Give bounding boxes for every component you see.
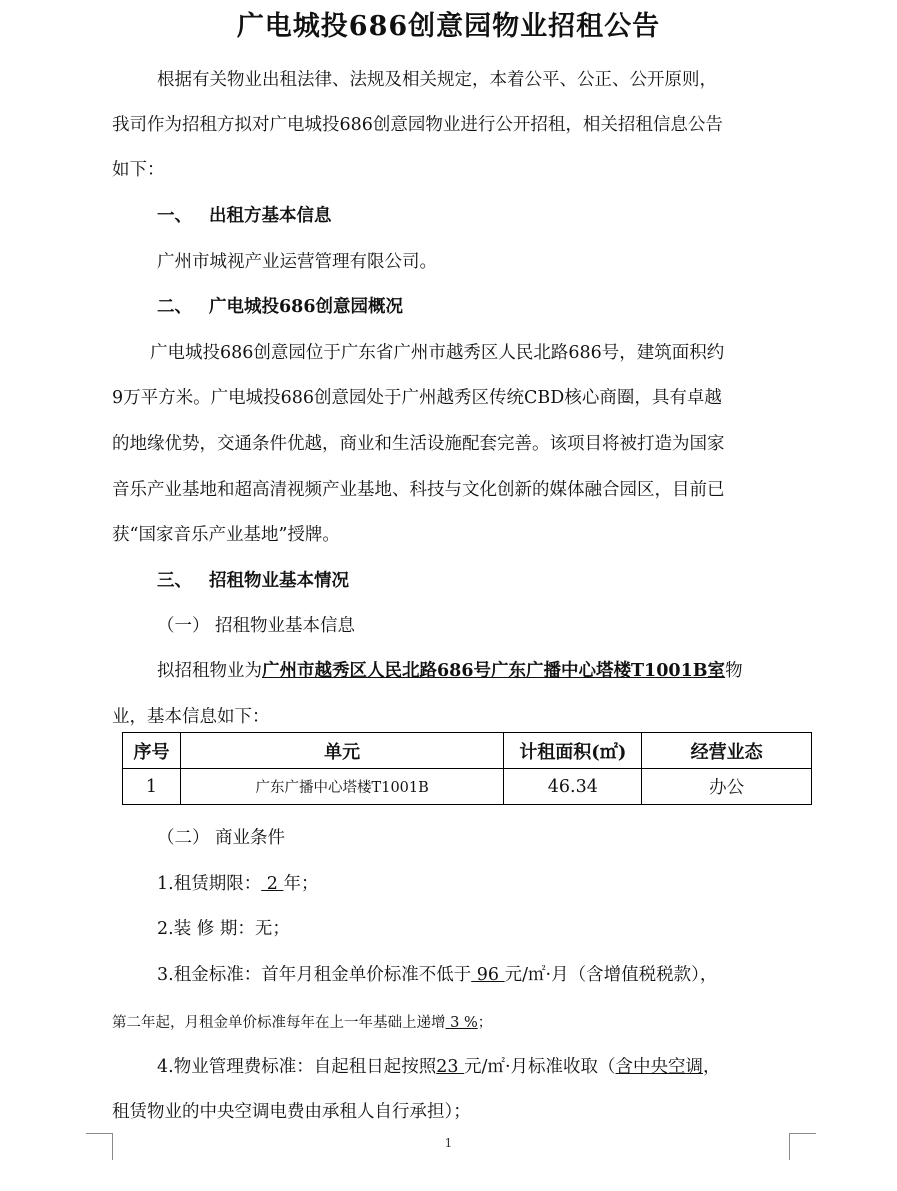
term-1-label: 1.租赁期限：: [157, 874, 262, 894]
table-cell: 办公: [642, 769, 812, 805]
term-3b-label: 第二年起，月租金单价标准每年在上一年基础上递增: [112, 1015, 446, 1031]
term-1-suffix: 年；: [283, 874, 319, 894]
section-3-heading: [157, 569, 802, 593]
table-header-cell: 计租面积(㎡): [504, 733, 642, 769]
table-header-cell: 单元: [180, 733, 504, 769]
term-management-fee: [157, 1055, 802, 1079]
table-cell: 广东广播中心塔楼T1001B: [180, 769, 504, 805]
term-management-fee-line-2: 租赁物业的中央空调电费由承租人自行承担）；: [112, 1102, 471, 1122]
property-address-line: [157, 659, 802, 683]
term-4-mid: 元/㎡·月标准收取（: [464, 1057, 616, 1077]
term-rent-increase: [112, 1011, 802, 1035]
property-intro-line-2: 业，基本信息如下：: [112, 707, 270, 727]
term-3b-value: 3 %: [445, 1015, 478, 1031]
section-2-title: 广电城投686创意园概况: [209, 297, 404, 317]
section-2-line-5: 获“国家音乐产业基地”授牌。: [112, 525, 340, 545]
term-lease-period: [157, 872, 802, 896]
term-3-label: 3.租金标准：首年月租金单价标准不低于: [157, 965, 472, 985]
intro-line-1: 根据有关物业出租法律、法规及相关规定，本着公平、公正、公开原则，: [157, 70, 717, 90]
table-row: [123, 769, 812, 805]
table-header-cell: 序号: [123, 733, 181, 769]
section-3-number: 三、: [157, 571, 192, 591]
section-2-heading: [157, 295, 802, 319]
property-address: 广州市越秀区人民北路686号广东广播中心塔楼T1001B室: [262, 661, 726, 681]
term-3-suffix: 元/㎡·月（含增值税税款），: [504, 965, 718, 985]
section-3-title: 招租物业基本情况: [209, 571, 349, 591]
document-title: 广电城投686创意园物业招租公告: [236, 11, 661, 42]
subsection-1-heading: [157, 614, 802, 638]
term-4-value: 23: [436, 1057, 465, 1077]
term-3b-suffix: ；: [477, 1015, 493, 1031]
subsection-2-heading: [157, 826, 802, 850]
subsection-1-title: 招租物业基本信息: [215, 616, 355, 636]
term-4-label: 4.物业管理费标准：自起租日起按照: [157, 1057, 437, 1077]
term-4-suffix: ，: [703, 1057, 721, 1077]
table-cell: 1: [123, 769, 181, 805]
term-decoration-period: 2.装 修 期：无；: [157, 919, 290, 939]
section-2-line-4: 音乐产业基地和超高清视频产业基地、科技与文化创新的媒体融合园区，目前已: [112, 480, 725, 500]
property-info-table: [122, 732, 812, 805]
intro-line-2: 我司作为招租方拟对广电城投686创意园物业进行公开招租，相关招租信息公告: [112, 115, 723, 135]
section-1-title: 出租方基本信息: [209, 206, 332, 226]
section-1-number: 一、: [157, 206, 192, 226]
term-1-value: 2: [261, 874, 284, 894]
section-2-line-1: 广电城投686创意园位于广东省广州市越秀区人民北路686号，建筑面积约: [150, 343, 725, 363]
term-3-value: 96: [471, 965, 505, 985]
intro-line-3: 如下：: [112, 160, 165, 180]
table-header-row: [123, 733, 812, 769]
section-2-line-2: 9万平方米。广电城投686创意园处于广州越秀区传统CBD核心商圈，具有卓越: [112, 388, 722, 408]
property-text-before: 拟招租物业为: [157, 661, 262, 681]
property-text-after: 物: [725, 661, 743, 681]
section-1-heading: [157, 204, 802, 228]
section-1-body: 广州市城视产业运营管理有限公司。: [157, 252, 437, 272]
term-rent-standard: [157, 963, 802, 987]
subsection-2-number: （二）: [157, 828, 210, 848]
section-2-line-3: 的地缘优势，交通条件优越，商业和生活设施配套完善。该项目将被打造为国家: [112, 434, 725, 454]
table-cell: 46.34: [504, 769, 642, 805]
page-number: 1: [444, 1136, 453, 1150]
section-2-number: 二、: [157, 297, 192, 317]
term-4-underlined: 含中央空调: [615, 1057, 704, 1077]
subsection-2-title: 商业条件: [215, 828, 285, 848]
table-header-cell: 经营业态: [642, 733, 812, 769]
subsection-1-number: （一）: [157, 616, 210, 636]
